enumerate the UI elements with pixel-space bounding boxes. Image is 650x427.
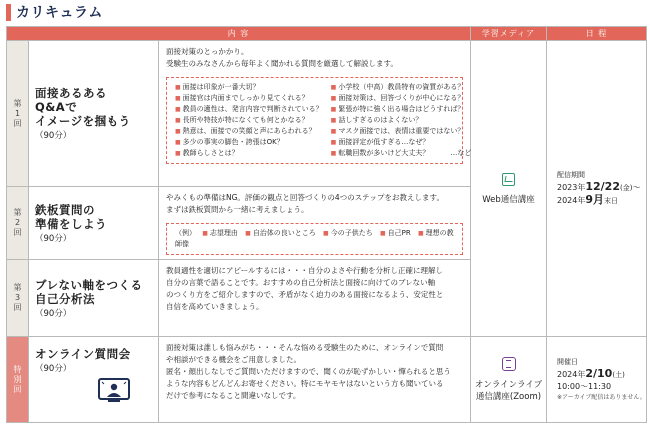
session-description-1: 面接対策のとっかかり。 受験生のみなさんから毎年よく聞かれる質問を厳選して解説します。 ■ 面接は印象が一番大切？ ■ 面接官は内面までしっかり見てくれる？ ■ 教員の適性は、発言内容で判断されている？ ■ 長所や特技が特になくても何とかなる？ ■ 熱意は、面接での笑顔と声にあらわれる？ ■ 多少の事実の脚色・誇張はOK？ ■ 教師らしさとは？ ■ 小学校（中高）教員特有の資質がある？ ■ 面接対策は、回答づくりが中心になる？ ■ 緊張が特に強く出る場合はどうすれば？ ■ 話しすぎるのはよくない？ ■ マスク面接では、表情は重要ではない？ ■ 面接評定が低すぎる…なぜ？ ■ 転職回数が多いけど大丈夫？ …など — [159, 41, 471, 187]
session-row-1 — [7, 41, 647, 187]
list-item: ■ 多少の事実の脚色・誇張はOK？ — [175, 138, 284, 146]
list-item: ■ 面接評定が低すぎる…なぜ？ — [330, 138, 430, 146]
session-description-2: やみくもの準備はNG。評価の観点と回答づくりの4つのステップをお教えします。 まずは鉄板質問から一緒に考えましょう。 （例） ■ 志望理由 ■ 自治体の良いところ ■ 今の子供たち ■ 自己PR ■ 理想の教師像 — [159, 187, 471, 260]
list-item: ■ 理想の教師像 — [175, 229, 454, 248]
session-description-3: 教員適性を適切にアピールするには・・・自分のよさや行動を分析し正確に理解し 自分の言葉で語ることです。おすすめの自己分析法と面接に向けてのブレない軸 のつくり方をご紹介しますので、矛盾がなく迫力のある面接になるよう、安定性と 自信を高めていきましょう。 — [159, 260, 471, 337]
session-number-special: 特 別 回 — [7, 337, 29, 423]
session-duration-1: （90分） — [35, 131, 72, 141]
question-column-right — [331, 82, 472, 159]
session-duration-2: （90分） — [35, 233, 72, 244]
session-title-special: オンライン質問会 （90分） — [29, 337, 159, 423]
session-title-2: 鉄板質問の 準備をしよう （90分） — [29, 187, 159, 260]
schedule-web: 配信期間 2023年12/22(金)～ 2024年9月末日 — [547, 41, 647, 337]
session-title-3: ブレない軸をつくる 自己分析法 （90分） — [29, 260, 159, 337]
list-item: ■ 小学校（中高）教員特有の資質がある？ — [330, 83, 465, 91]
session-number-1: 第 1 回 — [7, 41, 29, 187]
live-course-icon — [502, 357, 516, 371]
media-web-label: Web通信講座 — [482, 194, 535, 205]
example-box: （例） ■ 志望理由 ■ 自治体の良いところ ■ 今の子供たち ■ 自己PR ■ 理想の教師像 — [166, 223, 463, 255]
list-item: ■ 志望理由 — [202, 229, 238, 237]
list-item: ■ 面接官は内面までしっかり見てくれる？ — [175, 94, 309, 102]
session-duration-special: （90分） — [35, 364, 72, 374]
list-item: ■ 緊張が特に強く出る場合はどうすれば？ — [330, 105, 465, 113]
media-live: オンラインライブ 通信講座(Zoom) — [471, 337, 547, 423]
page-title — [6, 2, 103, 22]
page-title-text: カリキュラム — [16, 5, 103, 21]
session-duration-3: （90分） — [35, 308, 72, 319]
title-accent-bar — [6, 4, 11, 21]
web-course-icon — [502, 173, 515, 186]
list-item: ■ 話しすぎるのはよくない？ — [330, 116, 423, 124]
header-media: 学習メディア — [471, 27, 547, 41]
list-item: ■ 今の子供たち — [323, 229, 373, 237]
media-web — [471, 41, 547, 337]
header-schedule: 日 程 — [547, 27, 647, 41]
session-number-2: 第 2 回 — [7, 187, 29, 260]
header-content: 内 容 — [7, 27, 471, 41]
list-item: ■ 自己PR — [379, 229, 411, 237]
list-item: ■ 面接は印象が一番大切？ — [175, 83, 260, 91]
schedule-live: 開催日 2024年2/10(土) 10:00～11:30 ※アーカイブ配信はありません。 — [547, 337, 647, 423]
session-description-special: 面接対策は誰しも悩みがち・・・そんな悩める受験生のために、オンラインで質問 や相談ができる機会をご用意しました。 匿名・顔出しなしでご質問いただけますので、聞くのが恥ずかしい・憚られると思う ような内容もどんどんお寄せください。特にモヤモヤはないという方も聞いている だけで参考になること間違いなしです。 — [159, 337, 471, 423]
session-title-1: 面接あるある Q&Aで イメージを掴もう （90分） — [29, 41, 159, 187]
list-item: ■ 面接対策は、回答づくりが中心になる？ — [330, 94, 465, 102]
list-item: ■ 転職回数が多いけど大丈夫？ …など — [330, 149, 472, 157]
curriculum-table — [6, 26, 647, 423]
online-meeting-icon — [95, 376, 135, 406]
session-number-3: 第 3 回 — [7, 260, 29, 337]
list-item: ■ マスク面接では、表情は重要ではない？ — [330, 127, 465, 135]
list-item: ■ 自治体の良いところ — [245, 229, 316, 237]
question-column-left — [175, 82, 323, 159]
question-list-box — [166, 77, 472, 164]
list-item: ■ 教師らしさとは？ — [175, 149, 239, 157]
list-item: ■ 熱意は、面接での笑顔と声にあらわれる？ — [175, 127, 316, 135]
list-item: ■ 長所や特技が特になくても何とかなる？ — [175, 116, 309, 124]
list-item: ■ 教員の適性は、発言内容で判断されている？ — [175, 105, 323, 113]
table-header-row — [7, 27, 647, 41]
